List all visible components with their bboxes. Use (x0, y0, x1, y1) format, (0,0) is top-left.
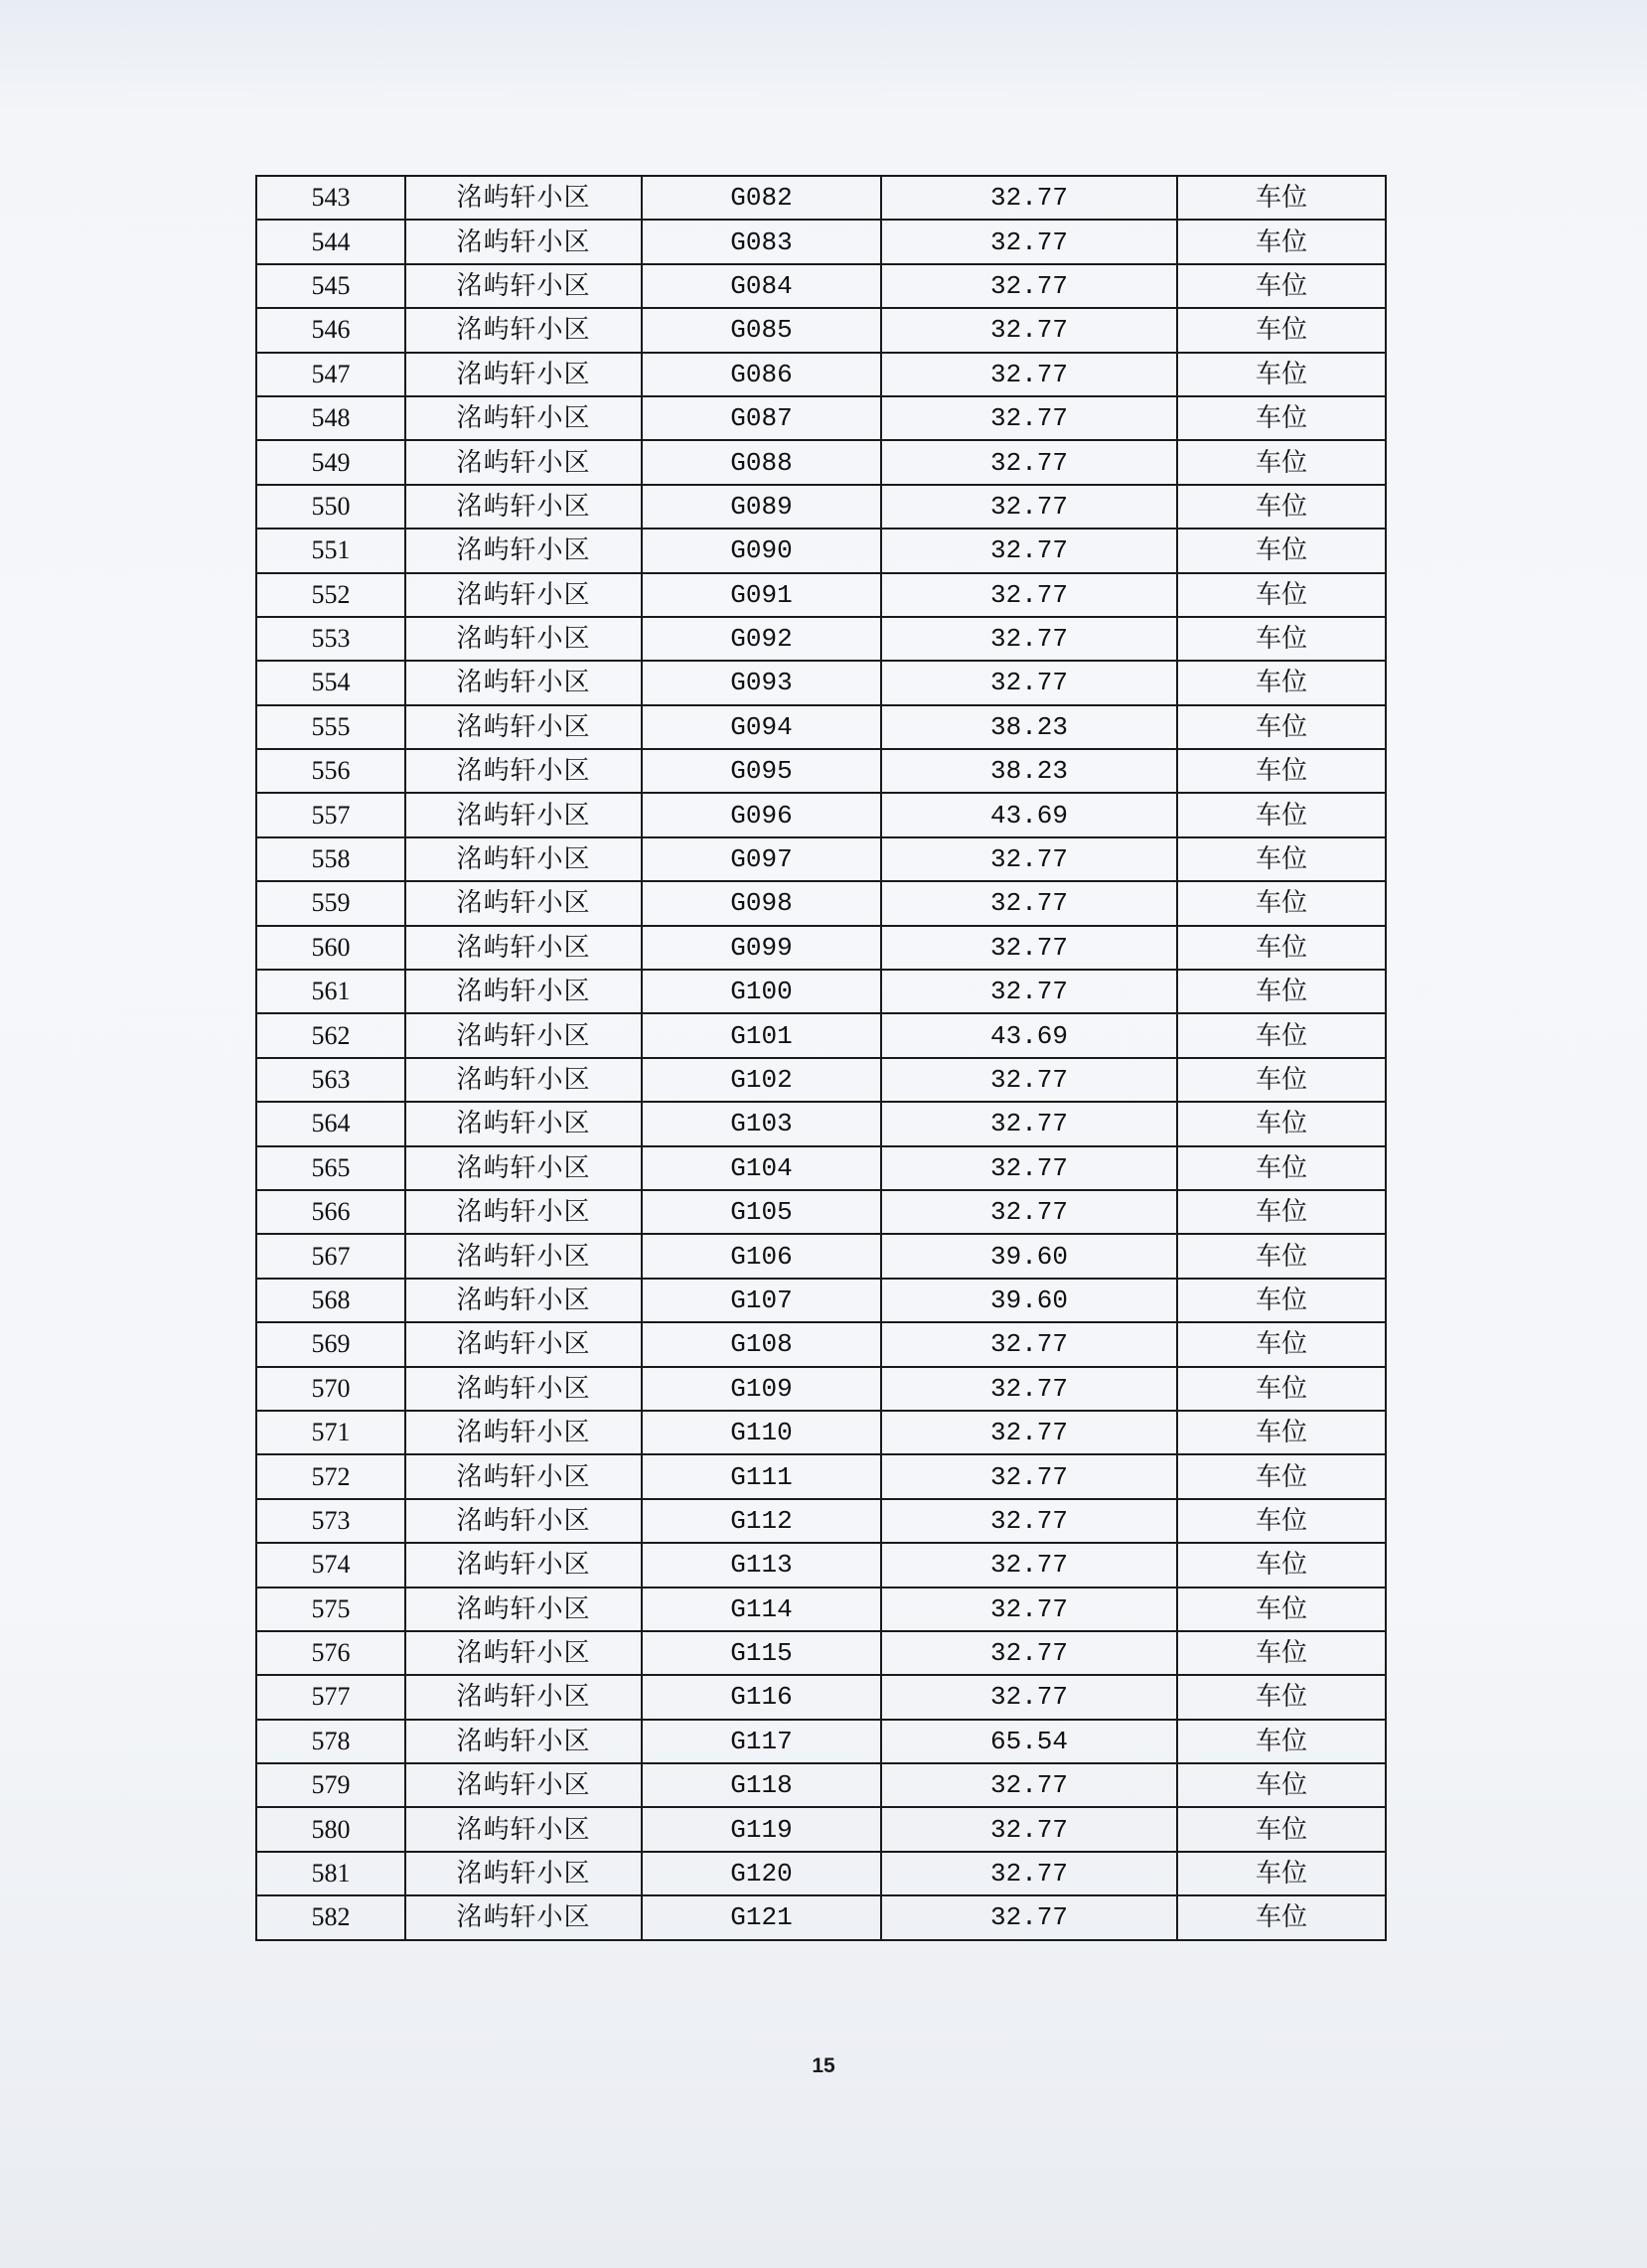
type-cell: 车位 (1177, 793, 1386, 836)
area-cell: 32.77 (881, 881, 1177, 925)
type-cell: 车位 (1177, 529, 1386, 572)
table-row (256, 220, 1386, 263)
space-code-cell: G117 (642, 1720, 881, 1763)
area-cell: 38.23 (881, 705, 1177, 749)
space-code-cell: G108 (642, 1322, 881, 1366)
area-cell: 32.77 (881, 1102, 1177, 1145)
community-name-cell: 洺屿轩小区 (405, 1675, 642, 1719)
area-cell: 32.77 (881, 837, 1177, 881)
row-number-cell: 557 (256, 793, 405, 836)
area-cell: 32.77 (881, 1763, 1177, 1807)
space-code-cell: G120 (642, 1852, 881, 1895)
area-cell: 32.77 (881, 440, 1177, 484)
area-cell: 32.77 (881, 1411, 1177, 1454)
community-name-cell: 洺屿轩小区 (405, 1234, 642, 1278)
row-number-cell: 561 (256, 970, 405, 1013)
row-number-cell: 544 (256, 220, 405, 263)
row-number-cell: 566 (256, 1190, 405, 1234)
space-code-cell: G099 (642, 926, 881, 970)
table-row (256, 970, 1386, 1013)
table-row (256, 1190, 1386, 1234)
type-cell: 车位 (1177, 1190, 1386, 1234)
row-number-cell: 563 (256, 1058, 405, 1102)
table-row (256, 1675, 1386, 1719)
area-cell: 32.77 (881, 485, 1177, 529)
table-row (256, 1720, 1386, 1763)
row-number-cell: 579 (256, 1763, 405, 1807)
space-code-cell: G102 (642, 1058, 881, 1102)
community-name-cell: 洺屿轩小区 (405, 308, 642, 352)
community-name-cell: 洺屿轩小区 (405, 220, 642, 263)
type-cell: 车位 (1177, 1895, 1386, 1939)
community-name-cell: 洺屿轩小区 (405, 793, 642, 836)
row-number-cell: 555 (256, 705, 405, 749)
community-name-cell: 洺屿轩小区 (405, 926, 642, 970)
table-row (256, 793, 1386, 836)
row-number-cell: 547 (256, 353, 405, 396)
table-row (256, 705, 1386, 749)
space-code-cell: G098 (642, 881, 881, 925)
space-code-cell: G103 (642, 1102, 881, 1145)
row-number-cell: 553 (256, 617, 405, 661)
row-number-cell: 571 (256, 1411, 405, 1454)
table-row (256, 1279, 1386, 1322)
type-cell: 车位 (1177, 705, 1386, 749)
space-code-cell: G088 (642, 440, 881, 484)
type-cell: 车位 (1177, 1807, 1386, 1851)
area-cell: 32.77 (881, 308, 1177, 352)
row-number-cell: 545 (256, 264, 405, 308)
row-number-cell: 567 (256, 1234, 405, 1278)
community-name-cell: 洺屿轩小区 (405, 1852, 642, 1895)
table-row (256, 1454, 1386, 1498)
space-code-cell: G095 (642, 749, 881, 793)
type-cell: 车位 (1177, 485, 1386, 529)
page-number: 15 (812, 2054, 835, 2077)
space-code-cell: G107 (642, 1279, 881, 1322)
community-name-cell: 洺屿轩小区 (405, 1720, 642, 1763)
space-code-cell: G118 (642, 1763, 881, 1807)
table-row (256, 485, 1386, 529)
space-code-cell: G119 (642, 1807, 881, 1851)
space-code-cell: G091 (642, 573, 881, 617)
space-code-cell: G104 (642, 1146, 881, 1190)
type-cell: 车位 (1177, 264, 1386, 308)
type-cell: 车位 (1177, 1411, 1386, 1454)
table-row (256, 1102, 1386, 1145)
row-number-cell: 578 (256, 1720, 405, 1763)
community-name-cell: 洺屿轩小区 (405, 529, 642, 572)
type-cell: 车位 (1177, 1102, 1386, 1145)
type-cell: 车位 (1177, 1588, 1386, 1631)
space-code-cell: G121 (642, 1895, 881, 1939)
type-cell: 车位 (1177, 1454, 1386, 1498)
row-number-cell: 550 (256, 485, 405, 529)
type-cell: 车位 (1177, 1279, 1386, 1322)
community-name-cell: 洺屿轩小区 (405, 749, 642, 793)
community-name-cell: 洺屿轩小区 (405, 1763, 642, 1807)
table-row (256, 617, 1386, 661)
space-code-cell: G086 (642, 353, 881, 396)
space-code-cell: G092 (642, 617, 881, 661)
area-cell: 43.69 (881, 793, 1177, 836)
parking-space-table (255, 175, 1387, 1941)
space-code-cell: G096 (642, 793, 881, 836)
space-code-cell: G082 (642, 176, 881, 220)
row-number-cell: 572 (256, 1454, 405, 1498)
type-cell: 车位 (1177, 926, 1386, 970)
type-cell: 车位 (1177, 573, 1386, 617)
area-cell: 32.77 (881, 220, 1177, 263)
area-cell: 32.77 (881, 529, 1177, 572)
row-number-cell: 580 (256, 1807, 405, 1851)
table-row (256, 353, 1386, 396)
table-row (256, 308, 1386, 352)
community-name-cell: 洺屿轩小区 (405, 1807, 642, 1851)
community-name-cell: 洺屿轩小区 (405, 837, 642, 881)
type-cell: 车位 (1177, 1675, 1386, 1719)
area-cell: 39.60 (881, 1234, 1177, 1278)
row-number-cell: 569 (256, 1322, 405, 1366)
table-row (256, 1895, 1386, 1939)
area-cell: 32.77 (881, 1499, 1177, 1543)
row-number-cell: 562 (256, 1013, 405, 1057)
row-number-cell: 560 (256, 926, 405, 970)
community-name-cell: 洺屿轩小区 (405, 264, 642, 308)
space-code-cell: G097 (642, 837, 881, 881)
space-code-cell: G087 (642, 396, 881, 440)
area-cell: 39.60 (881, 1279, 1177, 1322)
type-cell: 车位 (1177, 1234, 1386, 1278)
space-code-cell: G113 (642, 1543, 881, 1587)
area-cell: 32.77 (881, 1895, 1177, 1939)
space-code-cell: G115 (642, 1631, 881, 1675)
area-cell: 32.77 (881, 264, 1177, 308)
space-code-cell: G090 (642, 529, 881, 572)
type-cell: 车位 (1177, 308, 1386, 352)
area-cell: 32.77 (881, 396, 1177, 440)
type-cell: 车位 (1177, 881, 1386, 925)
row-number-cell: 546 (256, 308, 405, 352)
area-cell: 32.77 (881, 573, 1177, 617)
community-name-cell: 洺屿轩小区 (405, 705, 642, 749)
community-name-cell: 洺屿轩小区 (405, 970, 642, 1013)
table-row (256, 440, 1386, 484)
row-number-cell: 574 (256, 1543, 405, 1587)
type-cell: 车位 (1177, 1631, 1386, 1675)
community-name-cell: 洺屿轩小区 (405, 1631, 642, 1675)
type-cell: 车位 (1177, 1013, 1386, 1057)
area-cell: 32.77 (881, 617, 1177, 661)
community-name-cell: 洺屿轩小区 (405, 1013, 642, 1057)
row-number-cell: 559 (256, 881, 405, 925)
row-number-cell: 564 (256, 1102, 405, 1145)
type-cell: 车位 (1177, 1146, 1386, 1190)
space-code-cell: G114 (642, 1588, 881, 1631)
table-row (256, 1322, 1386, 1366)
table-row (256, 1588, 1386, 1631)
space-code-cell: G105 (642, 1190, 881, 1234)
table-row (256, 264, 1386, 308)
row-number-cell: 581 (256, 1852, 405, 1895)
community-name-cell: 洺屿轩小区 (405, 440, 642, 484)
row-number-cell: 575 (256, 1588, 405, 1631)
community-name-cell: 洺屿轩小区 (405, 1146, 642, 1190)
table-row (256, 661, 1386, 704)
community-name-cell: 洺屿轩小区 (405, 661, 642, 704)
row-number-cell: 558 (256, 837, 405, 881)
area-cell: 32.77 (881, 1367, 1177, 1411)
row-number-cell: 573 (256, 1499, 405, 1543)
type-cell: 车位 (1177, 749, 1386, 793)
type-cell: 车位 (1177, 176, 1386, 220)
area-cell: 32.77 (881, 1454, 1177, 1498)
type-cell: 车位 (1177, 1852, 1386, 1895)
row-number-cell: 551 (256, 529, 405, 572)
space-code-cell: G083 (642, 220, 881, 263)
row-number-cell: 582 (256, 1895, 405, 1939)
row-number-cell: 568 (256, 1279, 405, 1322)
type-cell: 车位 (1177, 396, 1386, 440)
community-name-cell: 洺屿轩小区 (405, 573, 642, 617)
row-number-cell: 570 (256, 1367, 405, 1411)
table-row (256, 837, 1386, 881)
community-name-cell: 洺屿轩小区 (405, 1588, 642, 1631)
community-name-cell: 洺屿轩小区 (405, 881, 642, 925)
community-name-cell: 洺屿轩小区 (405, 1367, 642, 1411)
space-code-cell: G085 (642, 308, 881, 352)
row-number-cell: 556 (256, 749, 405, 793)
table-row (256, 1411, 1386, 1454)
space-code-cell: G094 (642, 705, 881, 749)
community-name-cell: 洺屿轩小区 (405, 1279, 642, 1322)
type-cell: 车位 (1177, 1763, 1386, 1807)
row-number-cell: 577 (256, 1675, 405, 1719)
row-number-cell: 552 (256, 573, 405, 617)
table-row (256, 1763, 1386, 1807)
type-cell: 车位 (1177, 1499, 1386, 1543)
table-row (256, 1631, 1386, 1675)
type-cell: 车位 (1177, 1367, 1386, 1411)
space-code-cell: G110 (642, 1411, 881, 1454)
table-row (256, 529, 1386, 572)
space-code-cell: G089 (642, 485, 881, 529)
space-code-cell: G100 (642, 970, 881, 1013)
space-code-cell: G084 (642, 264, 881, 308)
table-row (256, 1852, 1386, 1895)
table-row (256, 1146, 1386, 1190)
space-code-cell: G101 (642, 1013, 881, 1057)
space-code-cell: G112 (642, 1499, 881, 1543)
area-cell: 32.77 (881, 1675, 1177, 1719)
type-cell: 车位 (1177, 220, 1386, 263)
table-row (256, 1058, 1386, 1102)
table-row (256, 176, 1386, 220)
community-name-cell: 洺屿轩小区 (405, 1322, 642, 1366)
table-row (256, 926, 1386, 970)
space-code-cell: G111 (642, 1454, 881, 1498)
area-cell: 32.77 (881, 1322, 1177, 1366)
space-code-cell: G109 (642, 1367, 881, 1411)
row-number-cell: 548 (256, 396, 405, 440)
type-cell: 车位 (1177, 440, 1386, 484)
area-cell: 43.69 (881, 1013, 1177, 1057)
table-row (256, 396, 1386, 440)
type-cell: 车位 (1177, 661, 1386, 704)
row-number-cell: 576 (256, 1631, 405, 1675)
community-name-cell: 洺屿轩小区 (405, 396, 642, 440)
area-cell: 38.23 (881, 749, 1177, 793)
space-code-cell: G106 (642, 1234, 881, 1278)
area-cell: 32.77 (881, 176, 1177, 220)
row-number-cell: 543 (256, 176, 405, 220)
table-row (256, 1367, 1386, 1411)
area-cell: 32.77 (881, 1190, 1177, 1234)
community-name-cell: 洺屿轩小区 (405, 1499, 642, 1543)
space-code-cell: G093 (642, 661, 881, 704)
community-name-cell: 洺屿轩小区 (405, 1411, 642, 1454)
row-number-cell: 554 (256, 661, 405, 704)
table-row (256, 1013, 1386, 1057)
area-cell: 32.77 (881, 1543, 1177, 1587)
table-body (256, 176, 1386, 1940)
area-cell: 32.77 (881, 661, 1177, 704)
area-cell: 65.54 (881, 1720, 1177, 1763)
community-name-cell: 洺屿轩小区 (405, 1058, 642, 1102)
community-name-cell: 洺屿轩小区 (405, 1543, 642, 1587)
type-cell: 车位 (1177, 1322, 1386, 1366)
type-cell: 车位 (1177, 617, 1386, 661)
table-row (256, 881, 1386, 925)
area-cell: 32.77 (881, 1807, 1177, 1851)
type-cell: 车位 (1177, 1543, 1386, 1587)
community-name-cell: 洺屿轩小区 (405, 176, 642, 220)
table-row (256, 749, 1386, 793)
area-cell: 32.77 (881, 926, 1177, 970)
type-cell: 车位 (1177, 837, 1386, 881)
table-row (256, 1499, 1386, 1543)
community-name-cell: 洺屿轩小区 (405, 1895, 642, 1939)
area-cell: 32.77 (881, 1588, 1177, 1631)
community-name-cell: 洺屿轩小区 (405, 617, 642, 661)
community-name-cell: 洺屿轩小区 (405, 1454, 642, 1498)
community-name-cell: 洺屿轩小区 (405, 485, 642, 529)
area-cell: 32.77 (881, 353, 1177, 396)
type-cell: 车位 (1177, 353, 1386, 396)
row-number-cell: 565 (256, 1146, 405, 1190)
table-row (256, 1807, 1386, 1851)
area-cell: 32.77 (881, 1146, 1177, 1190)
community-name-cell: 洺屿轩小区 (405, 353, 642, 396)
area-cell: 32.77 (881, 1852, 1177, 1895)
row-number-cell: 549 (256, 440, 405, 484)
community-name-cell: 洺屿轩小区 (405, 1190, 642, 1234)
area-cell: 32.77 (881, 1058, 1177, 1102)
area-cell: 32.77 (881, 970, 1177, 1013)
space-code-cell: G116 (642, 1675, 881, 1719)
type-cell: 车位 (1177, 1058, 1386, 1102)
table-row (256, 1234, 1386, 1278)
type-cell: 车位 (1177, 970, 1386, 1013)
table-row (256, 1543, 1386, 1587)
type-cell: 车位 (1177, 1720, 1386, 1763)
table-row (256, 573, 1386, 617)
community-name-cell: 洺屿轩小区 (405, 1102, 642, 1145)
area-cell: 32.77 (881, 1631, 1177, 1675)
